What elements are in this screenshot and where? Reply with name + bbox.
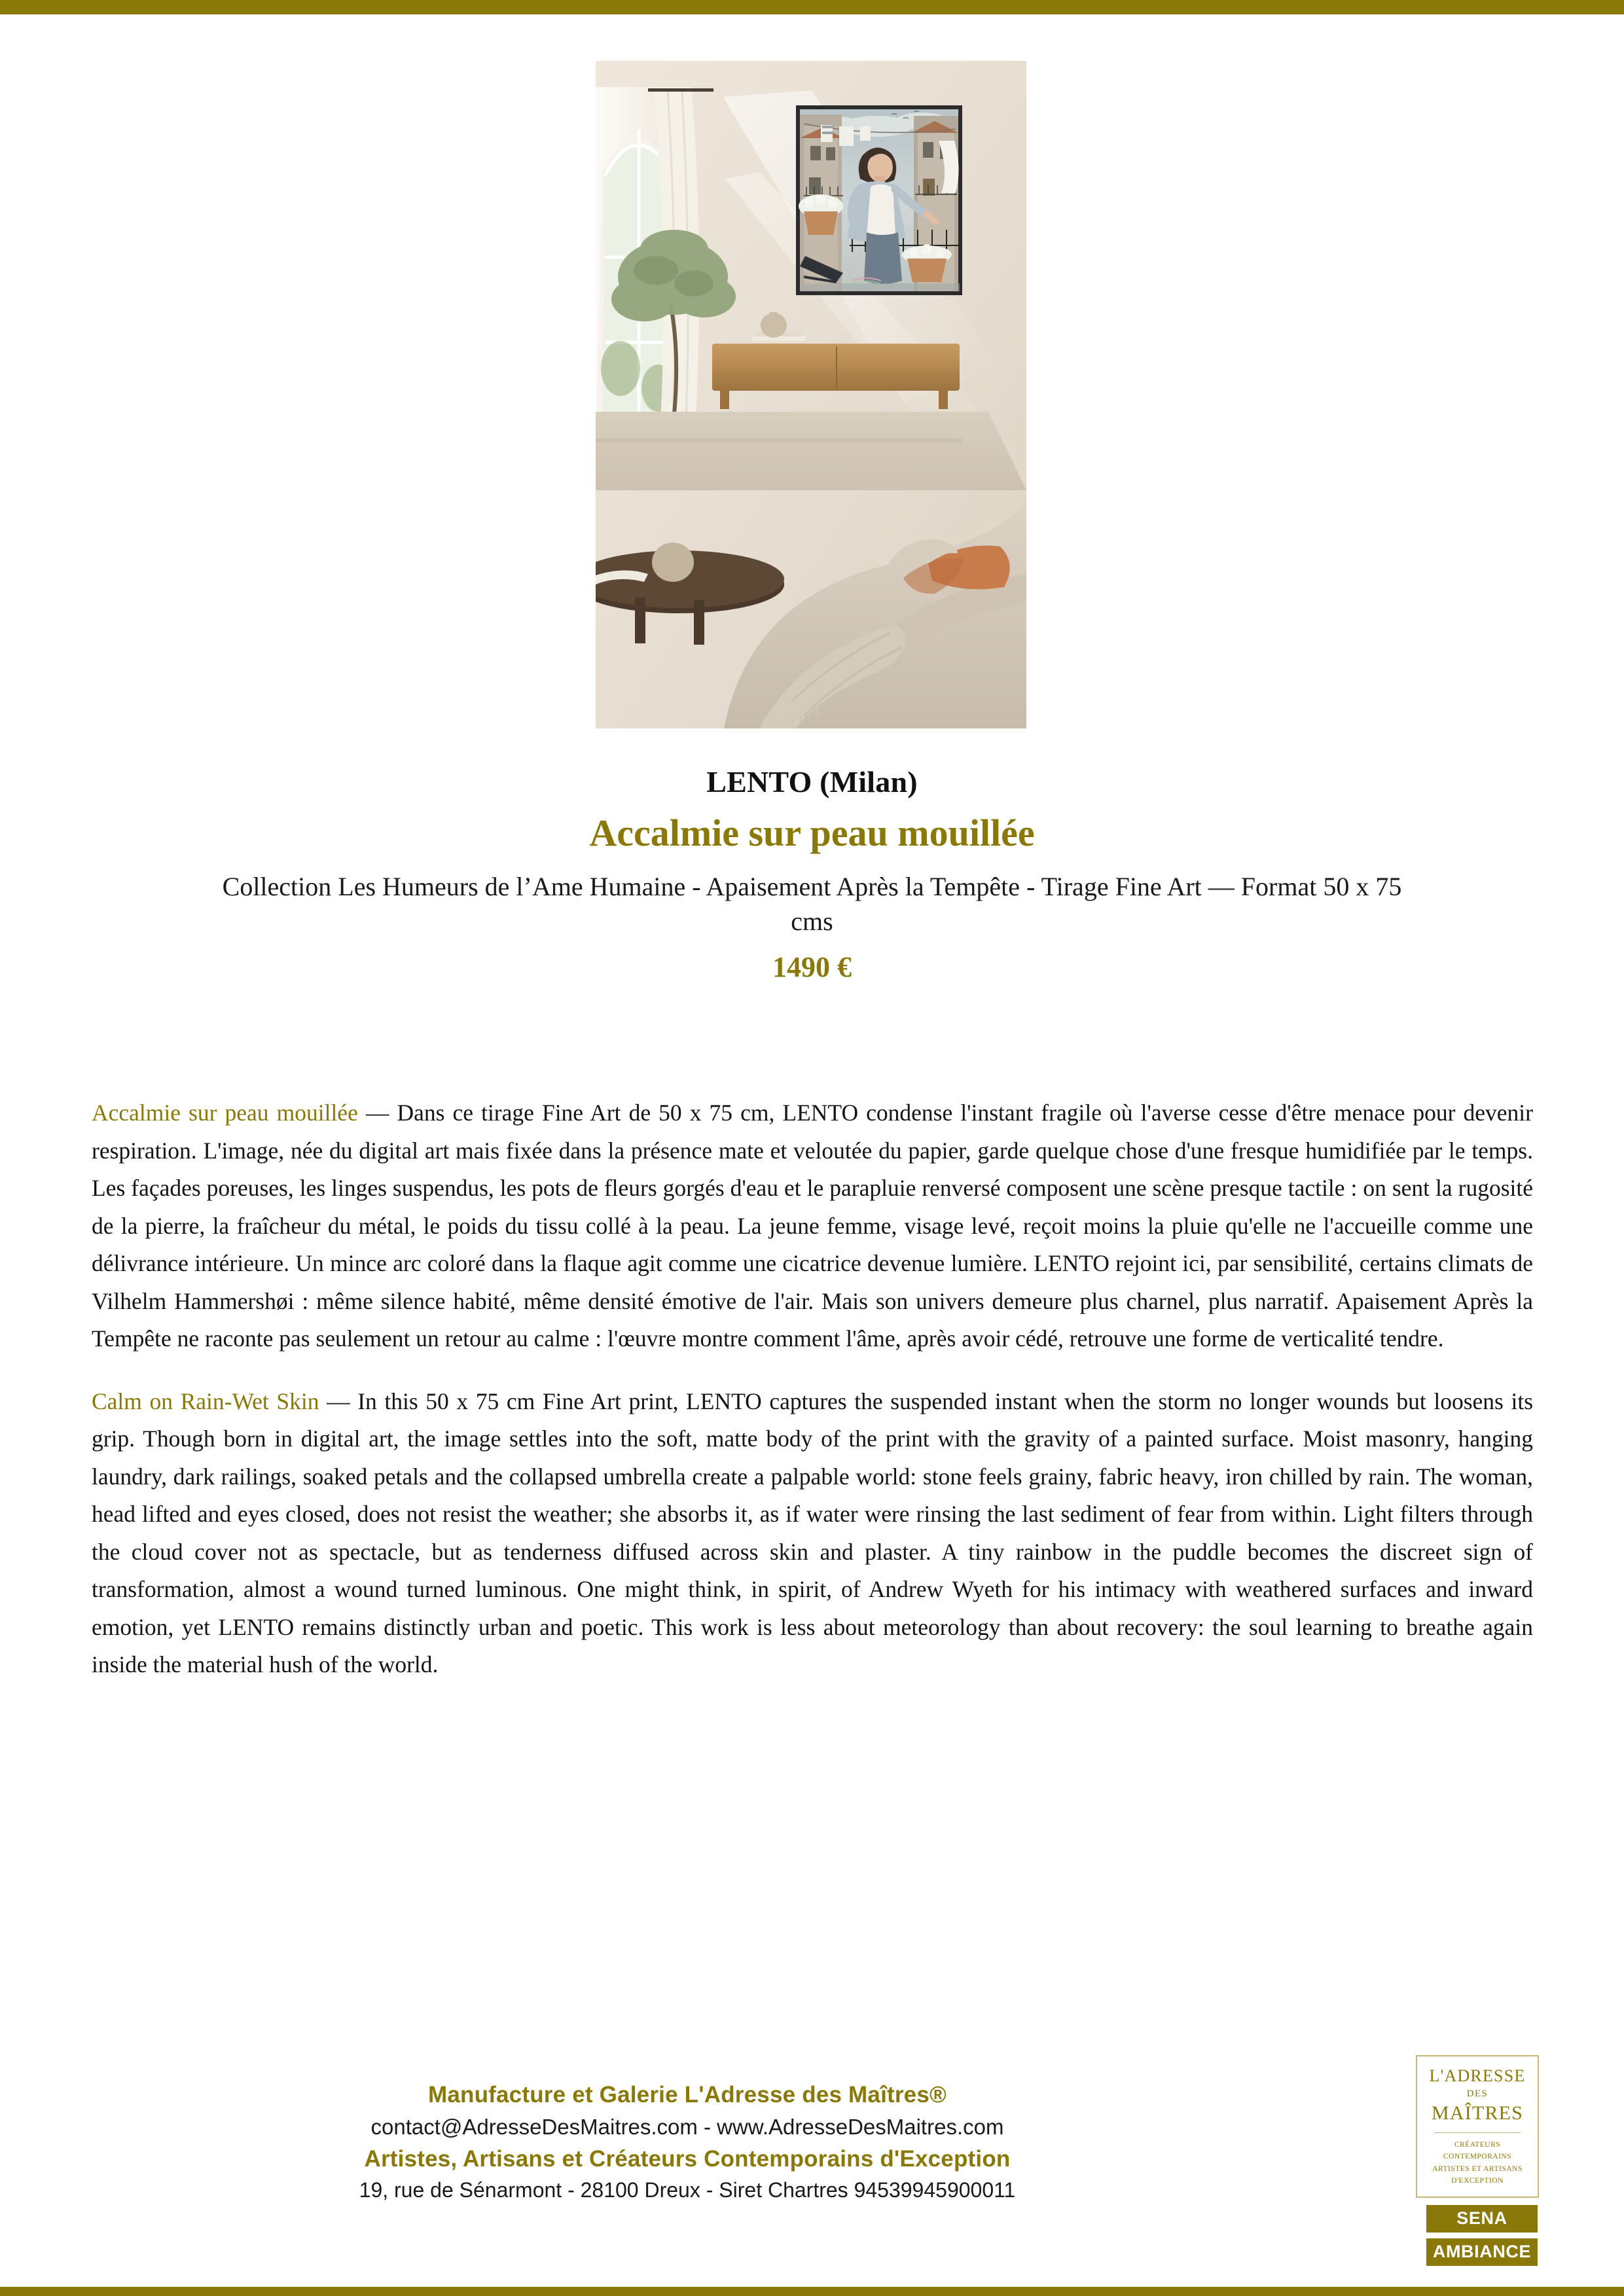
page-title: Accalmie sur peau mouillée [589,812,1035,855]
footer-address: 19, rue de Sénarmont - 28100 Dreux - Siret Chartres 94539945900011 [359,2178,1016,2202]
top-accent-bar [0,0,1624,14]
collection-subtitle: Collection Les Humeurs de l’Ame Humaine - Apaisement Après la Tempête - Tirage Fine Art — Format 50 x 75 cms [222,871,1402,936]
adresse-des-maitres-logo [1416,2055,1539,2198]
paragraph-french-lead: Accalmie sur peau mouillée [92,1100,358,1126]
description-body [92,1094,1533,1684]
footer-contact[interactable]: contact@AdresseDesMaitres.com - www.AdresseDesMaitres.com [370,2114,1004,2139]
hero-image-container [596,61,1026,728]
badge-sena: SENA [1426,2205,1538,2233]
logo-line-adresse: L'ADRESSE [1429,2066,1526,2085]
logo-sub-line-2: ARTISTES ET ARTISANS [1432,2164,1523,2173]
paragraph-french-text: — Dans ce tirage Fine Art de 50 x 75 cm, LENTO condense l'instant fragile où l'averse cesse d'être menace pour devenir respiration. L'image, née du digital art mais fixée dans la présence mate et veloutée du papier, garde quelque chose d'une fresque humidifiée par le temps. Les façades poreuses, les linges suspendus, les pots de fleurs gorgés d'eau et le parapluie renversé composent une scène presque tactile : on sent la rugosité de la pierre, la fraîcheur du métal, le poids du tissu collé à la peau. La jeune femme, visage levé, reçoit moins la pluie qu'elle ne l'accueille comme une délivrance intérieure. Un mince arc coloré dans la flaque agit comme une cicatrice devenue lumière. LENTO rejoint ici, par sensibilité, certains climats de Vilhelm Hammershøi : même silence habité, même densité émotive de l'air. Mais son univers demeure plus charnel, plus narratif. Apaisement Après la Tempête ne raconte pas seulement un retour au calme : l'œuvre montre comment l'âme, après avoir cédé, retrouve une forme de verticalité tendre. [92,1100,1533,1352]
page-footer [0,2079,1375,2206]
bottom-accent-bar [0,2287,1624,2296]
logo-line-des: DES [1466,2088,1489,2099]
artist-name: LENTO (Milan) [706,765,918,798]
price-label: 1490 € [772,950,852,983]
interior-mockup-image [596,61,1026,728]
logo-sub-line-1: CRÉATEURS CONTEMPORAINS [1443,2140,1512,2161]
logo-line-maitres: MAÎTRES [1431,2102,1524,2125]
paragraph-french [92,1094,1533,1358]
badge-ambiance: AMBIANCE [1426,2238,1538,2266]
paragraph-english-lead: Calm on Rain-Wet Skin [92,1388,319,1414]
paragraph-english-text: — In this 50 x 75 cm Fine Art print, LENTO captures the suspended instant when the storm no longer wounds but loosens its grip. Though born in digital art, the image settles into the soft, matte body of the print with the gravity of a painted surface. Moist masonry, hanging laundry, dark railings, soaked petals and the collapsed umbrella create a palpable world: stone feels grainy, fabric heavy, iron chilled by rain. The woman, head lifted and eyes closed, does not resist the weather; she absorbs it, as if water were rinsing the last sediment of fear from within. Light filters through the cloud cover not as spectacle, but as tenderness diffused across skin and plaster. A tiny rainbow in the puddle becomes the discreet sign of transformation, almost a wound turned luminous. One might think, in spirit, of Andrew Wyeth for his intimacy with weathered surfaces and inward emotion, yet LENTO remains distinctly urban and poetic. This work is less about meteorology than about recovery: the soul learning to breathe again inside the material hush of the world. [92,1388,1534,1677]
footer-tagline: Artistes, Artisans et Créateurs Contemporains d'Exception [364,2145,1011,2172]
footer-company-name: Manufacture et Galerie L'Adresse des Maîtres® [427,2082,947,2108]
artwork-header [92,764,1532,985]
paragraph-english [92,1383,1533,1684]
logo-sub-line-3: D'EXCEPTION [1451,2177,1504,2185]
brand-logo-cluster [1416,2055,1539,2266]
logo-divider [1434,2132,1520,2133]
